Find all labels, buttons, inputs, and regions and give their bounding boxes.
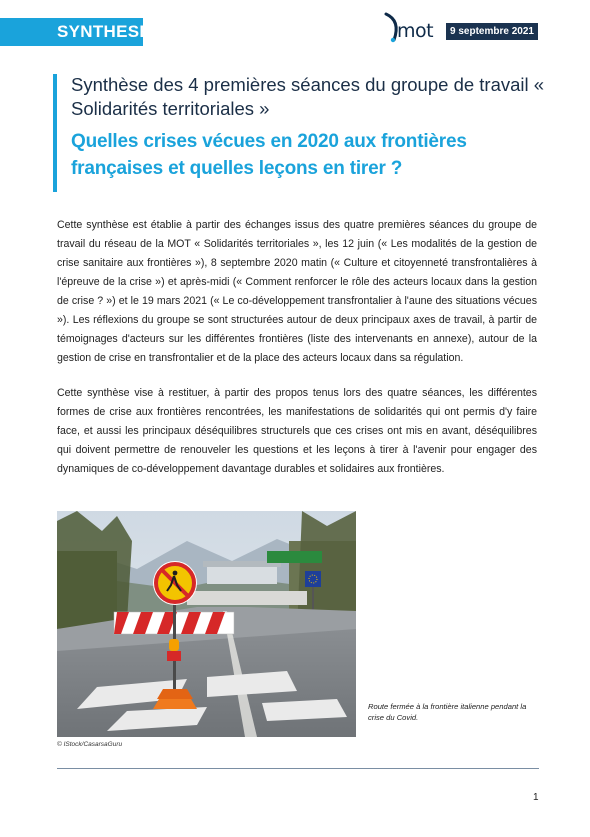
footer-divider [57,768,539,769]
purpose-paragraph: Cette synthèse vise à restituer, à partir des propos tenus lors des quatre séances, les différentes formes de crise aux frontières rencontrées, les manifestations de solidarités qui ont permis d'y faire face, et aussi les principaux déséquilibres structurels que ces crises ont mis en avant, déséquilibres qui doivent permettre de renouveler les questions et les leçons à tirer à l'avenir pour engager des dynamiques de co-développement davantage durables et solidaires aux frontières. [57,387,537,475]
photo-caption: Route fermée à la frontière italienne pendant la crise du Covid. [368,702,527,722]
section-tag: SYNTHESE [0,18,143,46]
title-accent-bar [53,74,57,192]
road-closed-illustration [57,511,356,737]
logo-text: mot [397,20,434,42]
document-title: Synthèse des 4 premières séances du groupe de travail « Solidarités territoriales » [71,74,545,119]
border-road-photo [57,511,356,737]
intro-paragraph: Cette synthèse est établie à partir des échanges issus des quatre premières séances du groupe de travail du réseau de la MOT « Solidarités territoriales », les 12 juin (« Les modalités de la gestion de crise sanitaire aux frontières »), 8 septembre 2020 matin (« Culture et citoyenneté transfrontalières à l'épreuve de la crise ») et après-midi (« Comment renforcer le rôle des acteurs locaux dans la gestion de crise ? ») et le 19 mars 2021 (« Le co-développement transfrontalier à l'aune des situations vécues »). Les réflexions du groupe se sont structurées autour de deux principaux axes de travail, à partir de témoignages d'acteurs sur les différentes frontières (liste des intervenants en annexe), autour de la gestion de crise en transfrontalier et de la place des acteurs locaux dans sa régulation. [57,219,537,364]
photo-credit: © IStock/CasarsaGuru [57,741,123,748]
mot-logo [383,10,439,44]
date-badge: 9 septembre 2021 [446,23,538,40]
document-subtitle: Quelles crises vécues en 2020 aux frontières françaises et quelles leçons en tirer ? [71,131,467,179]
page-number: 1 [533,792,539,803]
